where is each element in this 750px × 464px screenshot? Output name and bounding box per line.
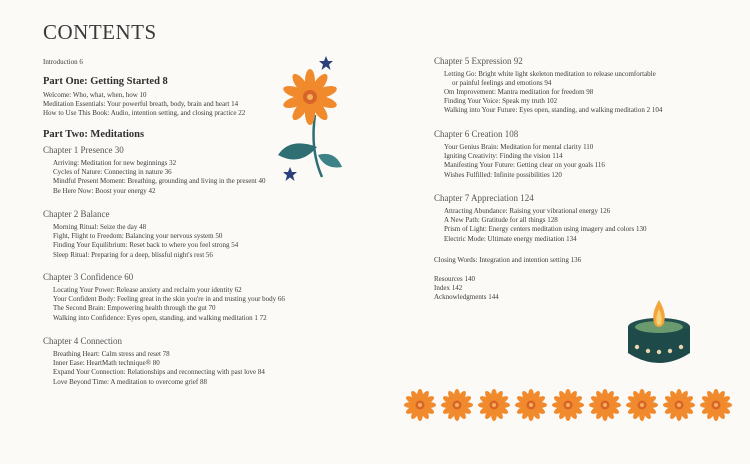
chapter-5-title: Chapter 5 Expression 92 xyxy=(434,56,523,66)
toc-entry: A New Path: Gratitude for all things 128 xyxy=(444,216,558,225)
toc-entry: Finding Your Equilibrium: Reset back to where you feel strong 54 xyxy=(53,241,239,250)
toc-entry: Index 142 xyxy=(434,284,463,293)
toc-entry: Resources 140 xyxy=(434,275,476,283)
chapter-4-list xyxy=(53,350,265,387)
toc-entry: or painful feelings and emotions 94 xyxy=(452,79,552,87)
toc-entry: Love Beyond Time: A meditation to overcome grief 88 xyxy=(53,377,207,386)
flower-border xyxy=(402,387,742,423)
toc-entry: Expand Your Connection: Relationships and reconnecting with past love 84 xyxy=(53,368,265,377)
toc-entry: Your Genius Brain: Meditation for mental clarity 110 xyxy=(444,143,594,151)
chapter-6-title: Chapter 6 Creation 108 xyxy=(434,129,519,139)
toc-entry: Fight, Flight to Freedom: Balancing your nervous system 50 xyxy=(53,232,223,241)
part-one-title: Part One: Getting Started 8 xyxy=(43,76,168,87)
toc-entry: Meditation Essentials: Your powerful breath, body, brain and heart 14 xyxy=(43,100,239,109)
chapter-3-list xyxy=(53,286,285,323)
chapter-7-list xyxy=(444,207,646,244)
chapter-2-list xyxy=(53,223,238,260)
toc-entry: Attracting Abundance: Raising your vibrational energy 126 xyxy=(444,207,611,215)
chapter-4-title: Chapter 4 Connection xyxy=(43,336,122,346)
toc-entry: How to Use This Book: Audio, intention setting, and closing practice 22 xyxy=(43,109,246,118)
toc-entry: Your Confident Body: Feeling great in the skin you're in and trusting your body 66 xyxy=(53,295,285,304)
toc-entry: Locating Your Power: Release anxiety and reclaim your identity 62 xyxy=(53,286,242,294)
toc-entry: Wishes Fulfilled: Infinite possibilities 120 xyxy=(444,170,562,179)
toc-entry: Walking into Your Future: Eyes open, standing, and walking meditation 2 104 xyxy=(444,106,663,115)
toc-entry: Manifesting Your Future: Getting clear on your goals 116 xyxy=(444,161,605,170)
toc-entry: Cycles of Nature: Connecting in nature 36 xyxy=(53,168,172,177)
toc-entry: Finding Your Voice: Speak my truth 102 xyxy=(444,97,558,106)
chapter-2-title: Chapter 2 Balance xyxy=(43,209,110,219)
toc-entry: Mindful Present Moment: Breathing, grounding and living in the present 40 xyxy=(53,177,266,186)
chapter-7-title: Chapter 7 Appreciation 124 xyxy=(434,193,534,203)
toc-entry: Igniting Creativity: Finding the vision 114 xyxy=(444,152,563,161)
toc-entry: Om Improvement: Mantra meditation for freedom 98 xyxy=(444,88,594,96)
toc-entry: The Second Brain: Empowering health through the gut 70 xyxy=(53,304,216,313)
candle-illustration xyxy=(622,295,697,375)
toc-entry: Breathing Heart: Calm stress and reset 78 xyxy=(53,350,170,358)
toc-entry: Prism of Light: Energy centers meditation using imagery and colors 130 xyxy=(444,225,647,234)
star-icon xyxy=(282,166,298,182)
back-matter-list xyxy=(434,275,499,303)
chapter-6-list xyxy=(444,143,605,180)
star-icon xyxy=(318,55,334,71)
toc-entry: Letting Go: Bright white light skeleton meditation to release uncomfortable xyxy=(444,70,656,78)
toc-entry: Electric Mode: Ultimate energy meditation 134 xyxy=(444,234,577,243)
toc-entry: Sleep Ritual: Preparing for a deep, blissful night's rest 56 xyxy=(53,250,213,259)
toc-entry: Welcome: Who, what, when, how 10 xyxy=(43,91,147,99)
toc-entry: Acknowledgments 144 xyxy=(434,293,499,302)
chapter-3-title: Chapter 3 Confidence 60 xyxy=(43,272,134,282)
toc-entry: Inner Ease: HeartMath technique® 80 xyxy=(53,359,160,368)
toc-entry: Morning Ritual: Seize the day 48 xyxy=(53,223,147,231)
toc-entry: Arriving: Meditation for new beginnings 32 xyxy=(53,159,177,167)
page-title: CONTENTS xyxy=(43,20,157,44)
toc-entry: Be Here Now: Boost your energy 42 xyxy=(53,186,156,195)
part-one-list xyxy=(43,91,245,119)
chapter-1-title: Chapter 1 Presence 30 xyxy=(43,145,124,155)
toc-entry: Walking into Confidence: Eyes open, standing, and walking meditation 1 72 xyxy=(53,313,267,322)
closing-words-entry: Closing Words: Integration and intention setting 136 xyxy=(434,256,582,264)
chapter-5-list xyxy=(444,88,662,116)
chapter-1-list xyxy=(53,159,266,196)
part-two-title: Part Two: Meditations xyxy=(43,129,145,140)
intro-entry: Introduction 6 xyxy=(43,58,83,66)
